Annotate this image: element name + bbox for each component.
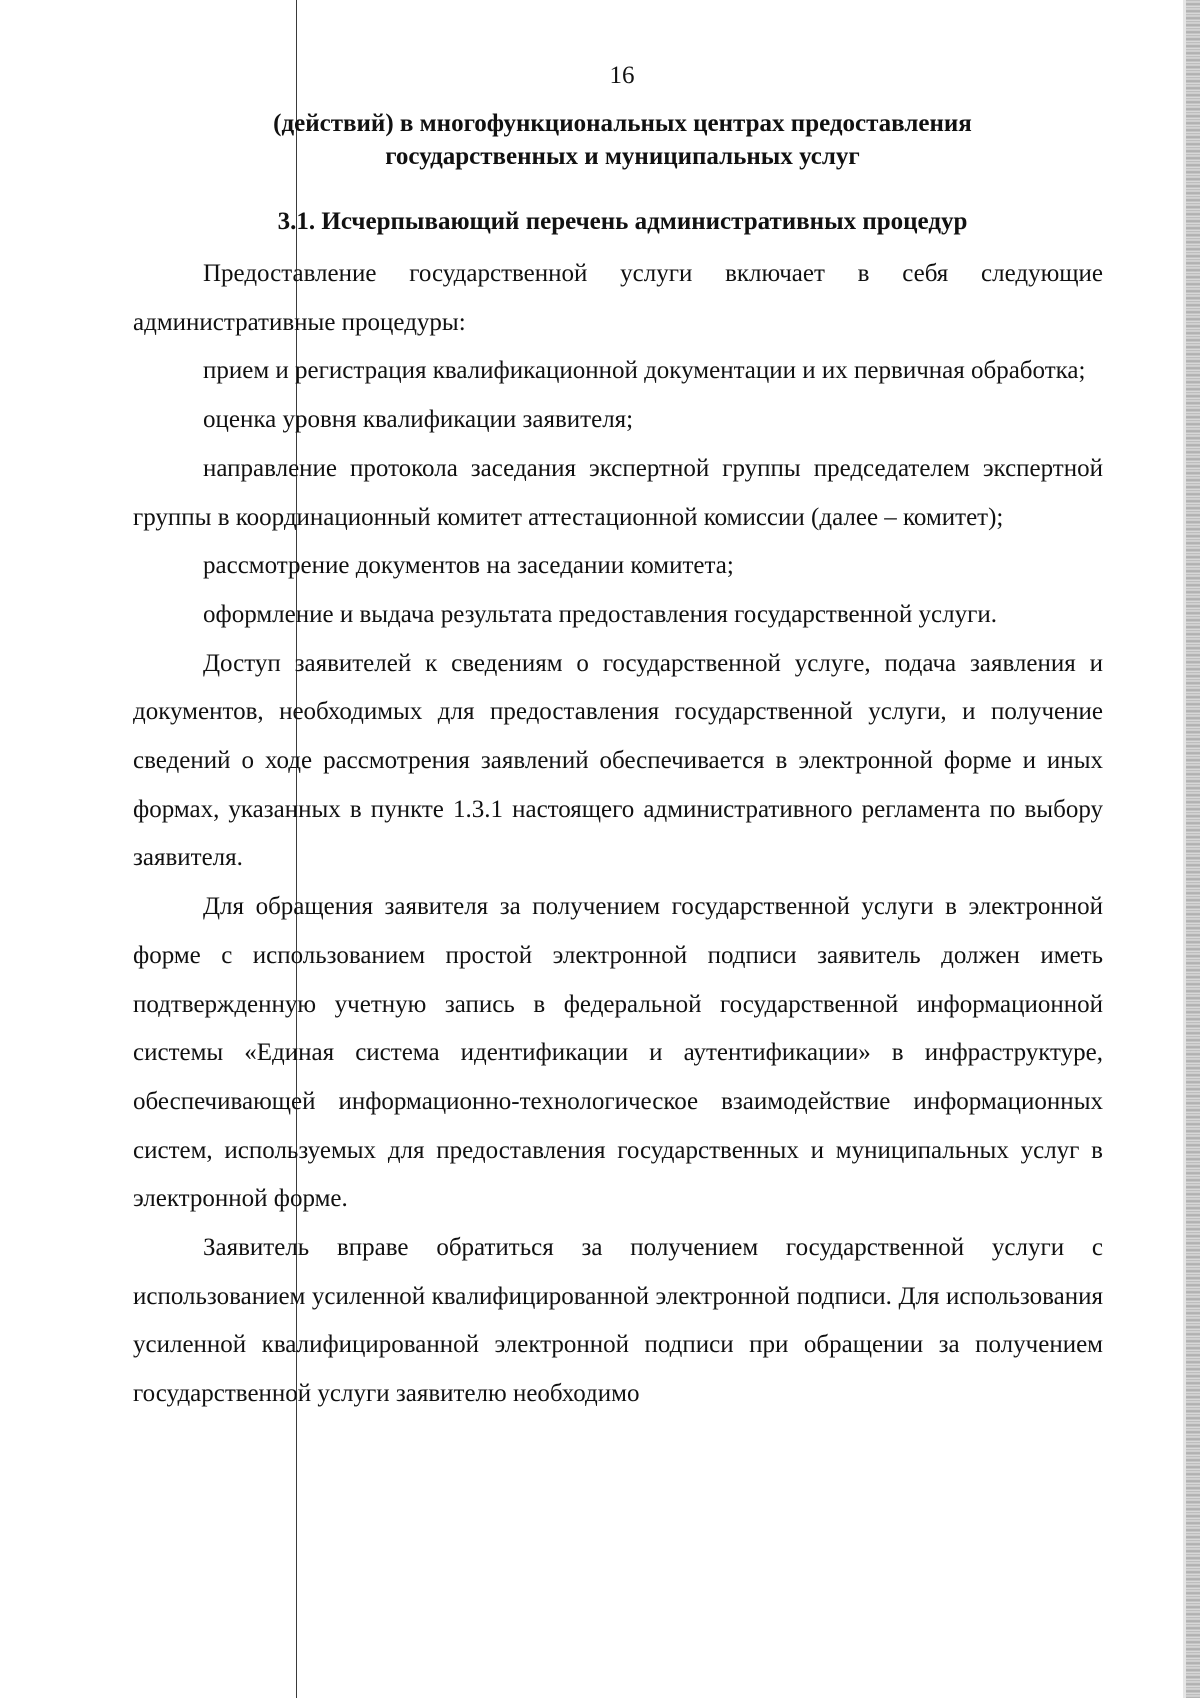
paragraph-7: Доступ заявителей к сведениям о государственной услуге, подача заявления и документов, необходимых для предоставления государственной услуги, и получение сведений о ходе рассмотрения заявлений обеспечивается в электронной форме и иных формах, указанных в пункте 1.3.1 настоящего административного регламента по выбору заявителя. <box>133 649 1103 872</box>
paragraph-4: направление протокола заседания экспертной группы председателем экспертной группы в координационный комитет аттестационной комиссии (далее – комитет); <box>133 454 1103 531</box>
paragraph-5: рассмотрение документов на заседании комитета; <box>203 552 734 580</box>
body-text <box>133 250 1103 1419</box>
paragraph-2: прием и регистрация квалификационной документации и их первичная обработка; <box>203 357 1086 385</box>
paragraph-6: оформление и выдача результата предоставления государственной услуги. <box>203 600 997 628</box>
chapter-heading-line-1: (действий) в многофункциональных центрах предоставления <box>273 110 972 137</box>
paragraph-1: Предоставление государственной услуги включает в себя следующие административные процедуры: <box>133 260 1103 336</box>
paragraph-3: оценка уровня квалификации заявителя; <box>203 406 634 434</box>
chapter-heading-line-2: государственных и муниципальных услуг <box>385 143 860 170</box>
paragraph-8: Для обращения заявителя за получением государственной услуги в электронной форме с использованием простой электронной подписи заявитель должен иметь подтвержденную учетную запись в федеральной государственной информационной системы «Единая система идентификации и аутентификации» в инфраструктуре, обеспечивающей информационно-технологическое взаимодействие информационных систем, используемых для предоставления государственных и муниципальных услуг в электронной форме. <box>133 893 1103 1213</box>
paragraph-9: Заявитель вправе обратиться за получением государственной услуги с использованием усиленной квалифицированной электронной подписи. Для использования усиленной квалифицированной электронной подписи при обращении за получением государственной услуги заявителю необходимо <box>133 1234 1103 1408</box>
section-title: 3.1. Исчерпывающий перечень административных процедур <box>277 208 968 235</box>
scan-edge-noise <box>1186 0 1200 1698</box>
page-number: 16 <box>609 62 635 89</box>
